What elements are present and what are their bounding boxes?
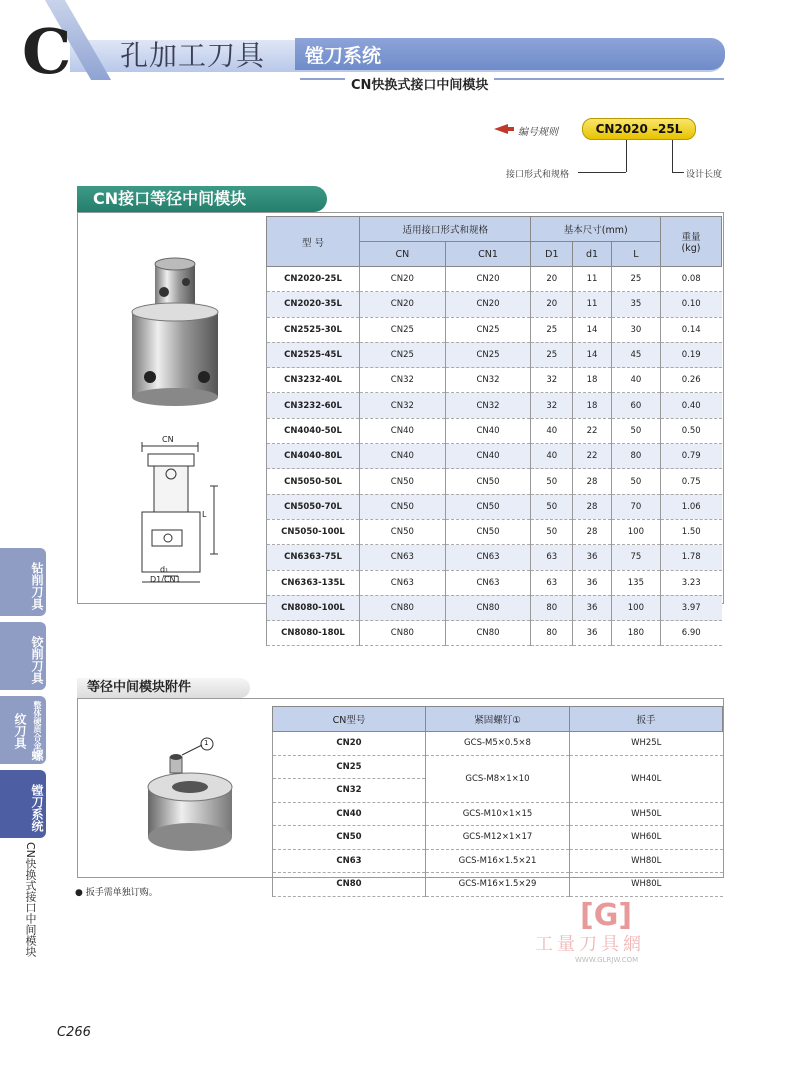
table-cell: 22 — [573, 418, 612, 443]
model-cell: CN5050-50L — [267, 469, 360, 494]
table-row — [267, 342, 722, 367]
table-cell: 36 — [573, 595, 612, 620]
table-cell: 0.40 — [661, 393, 722, 418]
wrench-cell: WH80L — [570, 873, 723, 897]
table-row — [267, 545, 722, 570]
table-cell: 50 — [531, 519, 573, 544]
table-cell: 1.06 — [661, 494, 722, 519]
table-cell: CN50 — [360, 494, 446, 519]
table-row — [267, 621, 722, 646]
side-tab-threading-label: 螺纹刀具 — [13, 713, 44, 761]
section2-title: 等径中间模块附件 — [77, 678, 250, 698]
cn-model-cell: CN50 — [273, 826, 426, 850]
page-subtitle-2: CN快换式接口中间模块 — [345, 74, 494, 93]
col-header-L: L — [611, 242, 660, 267]
page-number: C266 — [57, 1025, 91, 1040]
col-header-cn-model: CN型号 — [273, 707, 426, 732]
table-cell: 20 — [531, 292, 573, 317]
table-cell: 50 — [611, 418, 660, 443]
table-cell: 63 — [531, 545, 573, 570]
table-cell: 25 — [531, 317, 573, 342]
cn-model-cell: CN32 — [273, 779, 426, 803]
wrench-cell: WH40L — [570, 755, 723, 802]
table-cell: 70 — [611, 494, 660, 519]
col-header-cn1: CN1 — [445, 242, 531, 267]
table-row — [267, 292, 722, 317]
table-cell: 0.08 — [661, 267, 722, 292]
table-cell: 0.75 — [661, 469, 722, 494]
table-cell: 28 — [573, 519, 612, 544]
drawing-label-cn: CN — [162, 435, 174, 444]
table-cell: CN40 — [360, 444, 446, 469]
table-row — [273, 732, 723, 756]
wrench-cell: WH50L — [570, 802, 723, 826]
technical-drawing — [128, 436, 228, 588]
table-row — [267, 519, 722, 544]
table-cell: 28 — [573, 494, 612, 519]
rule-line — [672, 140, 673, 172]
table-row — [267, 267, 722, 292]
table-cell: CN32 — [360, 368, 446, 393]
table-row — [273, 802, 723, 826]
table-cell: 80 — [531, 595, 573, 620]
table-cell: CN80 — [360, 595, 446, 620]
table-cell: 25 — [611, 267, 660, 292]
drawing-label-d1cn1: D1/CN1 — [150, 575, 181, 584]
side-description: CN快换式接口中间模块 — [24, 842, 37, 957]
table-cell: CN40 — [445, 418, 531, 443]
side-tab-small-label: 整体硬质合金 — [33, 701, 42, 749]
col-header-weight: 重量 (kg) — [661, 217, 722, 267]
accessory-image — [140, 735, 240, 855]
table-cell: 1.50 — [661, 519, 722, 544]
table-row — [267, 317, 722, 342]
wrench-cell: WH80L — [570, 849, 723, 873]
model-cell: CN8080-100L — [267, 595, 360, 620]
table-cell: 22 — [573, 444, 612, 469]
screw-cell: GCS-M12×1×17 — [426, 826, 570, 850]
table-cell: CN80 — [445, 621, 531, 646]
table-cell: CN63 — [445, 545, 531, 570]
screw-cell: GCS-M16×1.5×29 — [426, 873, 570, 897]
table-cell: CN50 — [360, 469, 446, 494]
table-cell: 100 — [611, 595, 660, 620]
model-cell: CN2525-45L — [267, 342, 360, 367]
model-cell: CN6363-135L — [267, 570, 360, 595]
arrow-icon — [494, 122, 514, 136]
code-rule-part1: 接口形式和规格 — [506, 170, 570, 180]
table-cell: CN32 — [445, 368, 531, 393]
watermark-text: 工量刀具網 — [535, 934, 645, 955]
table-cell: 14 — [573, 342, 612, 367]
table-cell: 0.79 — [661, 444, 722, 469]
table-row — [273, 849, 723, 873]
table-cell: 45 — [611, 342, 660, 367]
model-cell: CN3232-60L — [267, 393, 360, 418]
table-row — [267, 595, 722, 620]
wrench-cell: WH60L — [570, 826, 723, 850]
table-cell: CN40 — [360, 418, 446, 443]
table-row — [267, 444, 722, 469]
table-cell: CN63 — [445, 570, 531, 595]
table-cell: 80 — [611, 444, 660, 469]
table-cell: 0.10 — [661, 292, 722, 317]
screw-cell: GCS-M5×0.5×8 — [426, 732, 570, 756]
table-row — [267, 418, 722, 443]
watermark-logo: [G] — [580, 898, 633, 933]
table-cell: 40 — [611, 368, 660, 393]
table-cell: 80 — [531, 621, 573, 646]
table-cell: 3.97 — [661, 595, 722, 620]
page-title: 孔加工刀具 — [120, 39, 266, 72]
table-cell: 50 — [531, 494, 573, 519]
table-row — [267, 368, 722, 393]
table-cell: CN20 — [445, 292, 531, 317]
table-row — [273, 755, 723, 779]
footnote: ● 扳手需单独订购。 — [75, 888, 158, 898]
table-cell: 32 — [531, 368, 573, 393]
table-cell: CN50 — [360, 519, 446, 544]
model-cell: CN4040-50L — [267, 418, 360, 443]
col-header-dims: 基本尺寸(mm) — [531, 217, 661, 242]
rule-line — [672, 172, 684, 173]
wrench-cell: WH25L — [570, 732, 723, 756]
table-cell: CN63 — [360, 570, 446, 595]
table-cell: CN80 — [360, 621, 446, 646]
col-header-D1: D1 — [531, 242, 573, 267]
table-cell: 32 — [531, 393, 573, 418]
chapter-letter: C — [22, 15, 72, 88]
table-cell: CN25 — [445, 342, 531, 367]
table-cell: 180 — [611, 621, 660, 646]
table-cell: 18 — [573, 368, 612, 393]
table-cell: 20 — [531, 267, 573, 292]
page-subtitle: 镗刀系统 — [305, 45, 382, 67]
model-cell: CN2525-30L — [267, 317, 360, 342]
table-row — [273, 873, 723, 897]
spec-table — [266, 216, 722, 646]
table-cell: CN40 — [445, 444, 531, 469]
table-cell: 100 — [611, 519, 660, 544]
cn-model-cell: CN80 — [273, 873, 426, 897]
table-cell: 1.78 — [661, 545, 722, 570]
table-cell: 11 — [573, 267, 612, 292]
table-cell: 63 — [531, 570, 573, 595]
table-cell: CN50 — [445, 469, 531, 494]
side-tab-boring[interactable]: 镗刀系统 — [0, 770, 46, 838]
col-header-screw: 紧固螺钉① — [426, 707, 570, 732]
model-cell: CN5050-100L — [267, 519, 360, 544]
screw-cell: GCS-M10×1×15 — [426, 802, 570, 826]
table-row — [273, 826, 723, 850]
table-cell: 135 — [611, 570, 660, 595]
model-cell: CN3232-40L — [267, 368, 360, 393]
table-cell: 35 — [611, 292, 660, 317]
rule-line — [626, 140, 627, 172]
model-cell: CN2020-25L — [267, 267, 360, 292]
cn-model-cell: CN40 — [273, 802, 426, 826]
table-cell: 14 — [573, 317, 612, 342]
table-row — [267, 570, 722, 595]
table-row — [267, 469, 722, 494]
table-cell: CN32 — [445, 393, 531, 418]
table-cell: CN20 — [360, 267, 446, 292]
col-header-model: 型 号 — [267, 217, 360, 267]
model-cell: CN4040-80L — [267, 444, 360, 469]
code-rule-part2: 设计长度 — [686, 170, 723, 180]
side-tab-threading[interactable] — [0, 696, 46, 764]
screw-cell: GCS-M16×1.5×21 — [426, 849, 570, 873]
table-cell: 0.50 — [661, 418, 722, 443]
table-cell: 30 — [611, 317, 660, 342]
table-cell: 0.26 — [661, 368, 722, 393]
table-cell: CN20 — [360, 292, 446, 317]
model-cell: CN2020-35L — [267, 292, 360, 317]
table-cell: 40 — [531, 418, 573, 443]
table-cell: CN20 — [445, 267, 531, 292]
col-header-interface: 适用接口形式和规格 — [360, 217, 531, 242]
table-cell: 50 — [531, 469, 573, 494]
callout-number: 1 — [204, 739, 209, 747]
screw-cell: GCS-M8×1×10 — [426, 755, 570, 802]
table-cell: 6.90 — [661, 621, 722, 646]
model-cell: CN6363-75L — [267, 545, 360, 570]
table-cell: 36 — [573, 545, 612, 570]
table-cell: 28 — [573, 469, 612, 494]
table-cell: 36 — [573, 621, 612, 646]
col-header-wrench: 扳手 — [570, 707, 723, 732]
drawing-label-d1: d₁ — [160, 565, 169, 574]
table-cell: 3.23 — [661, 570, 722, 595]
table-cell: CN32 — [360, 393, 446, 418]
model-cell: CN5050-70L — [267, 494, 360, 519]
table-cell: CN25 — [360, 317, 446, 342]
table-cell: 50 — [611, 469, 660, 494]
product-image — [120, 252, 230, 412]
table-cell: CN63 — [360, 545, 446, 570]
accessory-table — [272, 706, 723, 897]
table-cell: CN25 — [360, 342, 446, 367]
cn-model-cell: CN63 — [273, 849, 426, 873]
watermark-url: WWW.GLRJW.COM — [575, 956, 639, 964]
table-cell: 60 — [611, 393, 660, 418]
table-row — [267, 494, 722, 519]
table-cell: 25 — [531, 342, 573, 367]
table-cell: 0.14 — [661, 317, 722, 342]
table-cell: CN50 — [445, 494, 531, 519]
code-rule-label: 编号规则 — [518, 127, 558, 138]
drawing-label-l: L — [202, 510, 207, 519]
cn-model-cell: CN20 — [273, 732, 426, 756]
table-cell: 0.19 — [661, 342, 722, 367]
table-cell: 75 — [611, 545, 660, 570]
table-cell: 11 — [573, 292, 612, 317]
cn-model-cell: CN25 — [273, 755, 426, 779]
table-row — [267, 393, 722, 418]
table-cell: 36 — [573, 570, 612, 595]
col-header-d1: d1 — [573, 242, 612, 267]
side-tab-drilling[interactable]: 钻削刀具 — [0, 548, 46, 616]
section-title: CN接口等径中间模块 — [77, 186, 327, 212]
model-cell: CN8080-180L — [267, 621, 360, 646]
table-cell: 18 — [573, 393, 612, 418]
rule-line — [578, 172, 626, 173]
table-cell: CN25 — [445, 317, 531, 342]
code-rule-example: CN2020 –25L — [582, 118, 696, 140]
col-header-cn: CN — [360, 242, 446, 267]
table-cell: CN50 — [445, 519, 531, 544]
table-cell: CN80 — [445, 595, 531, 620]
side-tab-reaming[interactable]: 铰削刀具 — [0, 622, 46, 690]
table-cell: 40 — [531, 444, 573, 469]
